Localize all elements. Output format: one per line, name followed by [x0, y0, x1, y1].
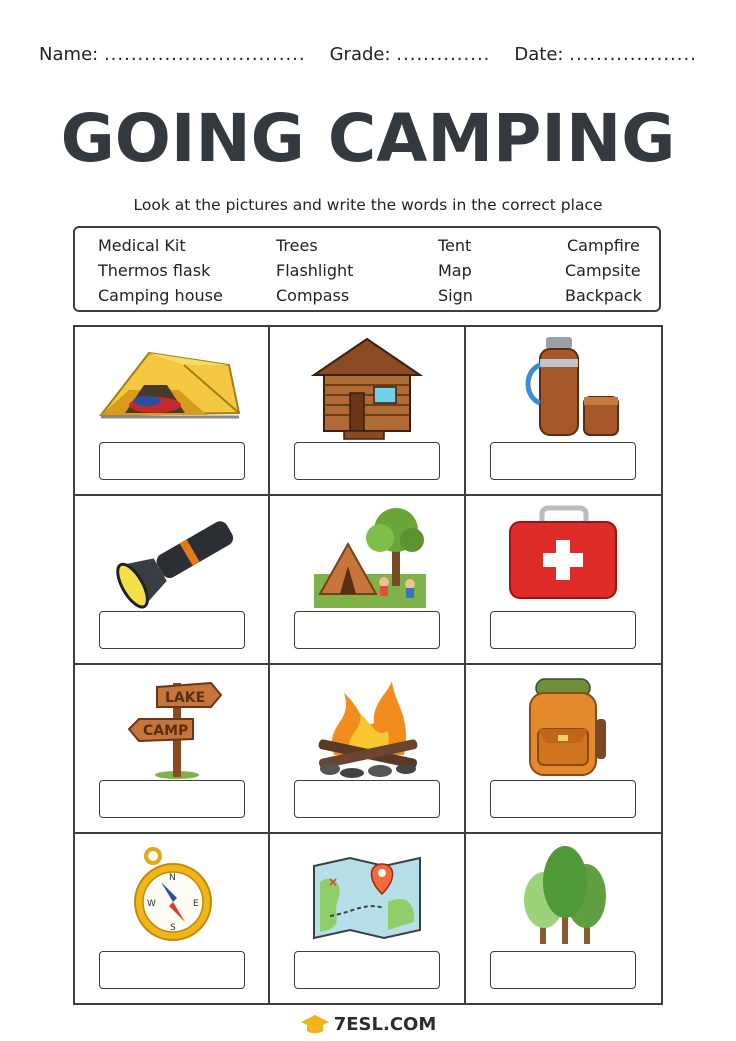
picture-cell — [466, 496, 661, 665]
compass-w: W — [147, 899, 156, 909]
answer-box[interactable] — [490, 611, 636, 649]
picture-cell — [75, 665, 270, 834]
backpack-icon — [480, 673, 646, 779]
answer-box[interactable] — [99, 780, 245, 818]
campfire-icon — [284, 673, 450, 779]
map-icon — [284, 842, 450, 948]
tent-icon — [89, 335, 255, 441]
answer-box[interactable] — [294, 611, 440, 649]
name-field[interactable] — [39, 44, 306, 65]
picture-grid — [73, 325, 663, 1005]
footer — [0, 1013, 736, 1035]
date-dots: ................... — [569, 44, 697, 65]
answer-box[interactable] — [99, 442, 245, 480]
word-medical-kit: Medical Kit — [98, 236, 186, 255]
word-camping-house: Camping house — [98, 286, 223, 305]
answer-box[interactable] — [294, 780, 440, 818]
word-tent: Tent — [438, 236, 472, 255]
medical-kit-icon — [480, 504, 646, 610]
date-field[interactable] — [514, 44, 697, 65]
instructions: Look at the pictures and write the words in the correct place — [133, 196, 603, 214]
picture-cell — [75, 327, 270, 496]
word-trees: Trees — [276, 236, 318, 255]
picture-cell — [270, 496, 465, 665]
answer-box[interactable] — [490, 951, 636, 989]
answer-box[interactable] — [294, 442, 440, 480]
worksheet-title: GOING CAMPING — [60, 100, 676, 177]
graduation-cap-icon — [300, 1013, 330, 1035]
sign-camp-text: CAMP — [143, 723, 189, 739]
answer-box[interactable] — [490, 780, 636, 818]
answer-box[interactable] — [99, 611, 245, 649]
campsite-icon — [284, 504, 450, 610]
grade-field[interactable] — [330, 44, 491, 65]
picture-cell — [270, 665, 465, 834]
word-compass: Compass — [276, 286, 350, 305]
trees-icon — [480, 842, 646, 948]
answer-box[interactable] — [294, 951, 440, 989]
word-sign: Sign — [438, 286, 473, 305]
word-campsite: Campsite — [565, 261, 641, 280]
svg-text:×: × — [328, 875, 339, 889]
sign-icon — [89, 673, 255, 779]
picture-cell — [270, 327, 465, 496]
answer-box[interactable] — [99, 951, 245, 989]
brand-logo-text: 7ESL.COM — [333, 1013, 437, 1035]
picture-cell — [75, 496, 270, 665]
word-thermos-flask: Thermos flask — [98, 261, 211, 280]
compass-s: S — [170, 923, 176, 933]
word-map: Map — [438, 261, 472, 280]
picture-cell — [75, 834, 270, 1003]
camping-house-icon — [284, 335, 450, 441]
sign-lake-text: LAKE — [165, 690, 206, 706]
flashlight-icon — [89, 504, 255, 610]
grade-label: Grade: — [329, 44, 391, 65]
answer-box[interactable] — [490, 442, 636, 480]
compass-n: N — [169, 873, 176, 883]
name-dots: .............................. — [103, 44, 306, 65]
word-flashlight: Flashlight — [276, 261, 354, 280]
student-info-line — [0, 44, 736, 65]
word-bank — [73, 226, 661, 312]
picture-cell — [466, 834, 661, 1003]
picture-cell — [466, 327, 661, 496]
date-label: Date: — [514, 44, 564, 65]
grade-dots: .............. — [396, 44, 491, 65]
picture-cell — [270, 834, 465, 1003]
compass-e: E — [193, 899, 199, 909]
word-campfire: Campfire — [567, 236, 640, 255]
picture-cell — [466, 665, 661, 834]
name-label: Name: — [39, 44, 99, 65]
word-backpack: Backpack — [565, 286, 642, 305]
compass-icon — [89, 842, 255, 948]
thermos-flask-icon — [480, 335, 646, 441]
